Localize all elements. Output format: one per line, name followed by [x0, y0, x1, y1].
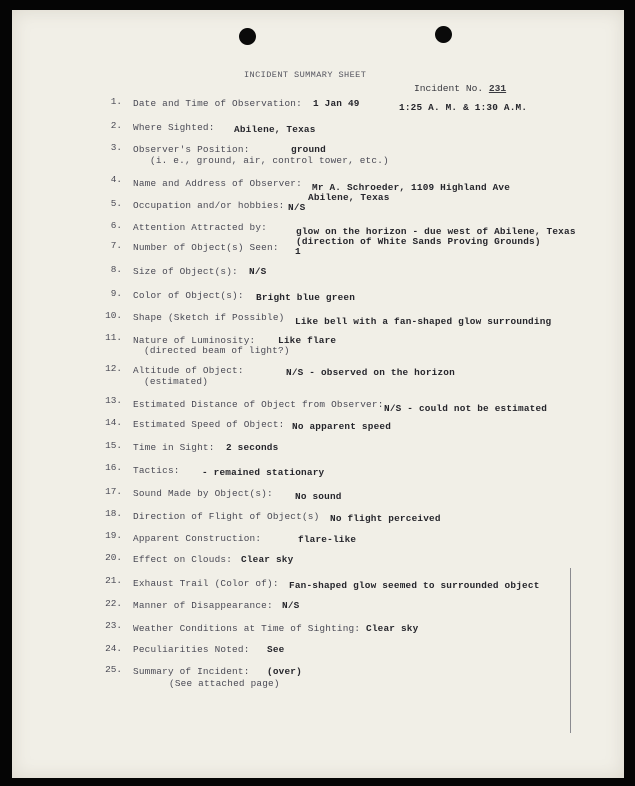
item-label: Effect on Clouds: [133, 554, 233, 565]
item-number: 10. [105, 310, 122, 321]
punch-hole-left [239, 28, 256, 45]
item-label: Manner of Disappearance: [133, 600, 273, 611]
item-value: No flight perceived [330, 513, 441, 524]
incident-number: 231 [488, 83, 507, 94]
item-value: N/S [249, 266, 267, 277]
item-value: glow on the horizon - due west of Abilene, Texas [296, 226, 576, 237]
item-value: Like bell with a fan-shaped glow surrounding [295, 316, 552, 327]
item-value: 2 seconds [226, 442, 279, 453]
item-number: 8. [110, 264, 122, 275]
item-value-2: (direction of White Sands Proving Grounds) [296, 236, 541, 247]
item-label: Shape (Sketch if Possible) [133, 312, 285, 323]
item-label: Summary of Incident: [133, 666, 250, 677]
right-margin-line [570, 568, 571, 733]
item-value-2: 1:25 A. M. & 1:30 A.M. [399, 102, 528, 113]
item-label: Weather Conditions at Time of Sighting: [133, 623, 361, 634]
form-title: INCIDENT SUMMARY SHEET [244, 70, 367, 80]
punch-hole-right [435, 26, 452, 43]
item-label: Altitude of Object: [133, 365, 244, 376]
item-number: 3. [110, 142, 122, 153]
item-number: 1. [110, 96, 122, 107]
item-number: 16. [105, 462, 122, 473]
item-value: No apparent speed [292, 421, 392, 432]
incident-label: Incident No. [414, 83, 484, 94]
item-value: Abilene, Texas [234, 124, 316, 135]
item-label: Date and Time of Observation: [133, 98, 302, 109]
item-number: 19. [105, 530, 122, 541]
item-label: Observer's Position: [133, 144, 250, 155]
item-sublabel: (directed beam of light?) [144, 345, 290, 356]
item-value: N/S [288, 202, 306, 213]
item-label: Estimated Distance of Object from Observer: [133, 399, 384, 410]
item-label: Tactics: [133, 465, 180, 476]
item-number: 14. [105, 417, 122, 428]
item-number: 21. [105, 575, 122, 586]
item-value: - remained stationary [202, 467, 325, 478]
item-label: Number of Object(s) Seen: [133, 242, 279, 253]
item-value: See [267, 644, 285, 655]
item-value: N/S - could not be estimated [384, 403, 548, 414]
item-sublabel: (See attached page) [169, 678, 280, 689]
item-value: flare-like [298, 534, 357, 545]
item-value: Mr A. Schroeder, 1109 Highland Ave [312, 182, 511, 193]
item-value: (over) [267, 666, 302, 677]
item-value: ground [291, 144, 326, 155]
item-number: 12. [105, 363, 122, 374]
item-value-2: Abilene, Texas [308, 192, 390, 203]
item-number: 24. [105, 643, 122, 654]
item-number: 9. [110, 288, 122, 299]
item-number: 5. [110, 198, 122, 209]
item-label: Time in Sight: [133, 442, 215, 453]
item-label: Size of Object(s): [133, 266, 238, 277]
item-value: 1 Jan 49 [313, 98, 360, 109]
item-number: 17. [105, 486, 122, 497]
item-label: Color of Object(s): [133, 290, 244, 301]
item-number: 13. [105, 395, 122, 406]
item-number: 15. [105, 440, 122, 451]
item-number: 25. [105, 664, 122, 675]
item-number: 11. [105, 332, 122, 343]
item-number: 6. [110, 220, 122, 231]
item-label: Attention Attracted by: [133, 222, 267, 233]
item-label: Name and Address of Observer: [133, 178, 302, 189]
item-label: Estimated Speed of Object: [133, 419, 285, 430]
item-label: Peculiarities Noted: [133, 644, 250, 655]
item-label: Apparent Construction: [133, 533, 262, 544]
item-number: 22. [105, 598, 122, 609]
incident-number-line [414, 83, 506, 94]
item-value: Clear sky [241, 554, 294, 565]
item-label: Nature of Luminosity: [133, 335, 256, 346]
item-number: 20. [105, 552, 122, 563]
item-value: No sound [295, 491, 342, 502]
item-label: Sound Made by Object(s): [133, 488, 273, 499]
item-value: N/S [282, 600, 300, 611]
item-number: 7. [110, 240, 122, 251]
item-number: 4. [110, 174, 122, 185]
item-sublabel: (i. e., ground, air, control tower, etc.) [150, 155, 389, 166]
item-value: N/S - observed on the horizon [286, 367, 455, 378]
document-page [12, 10, 624, 778]
item-value: Like flare [278, 335, 337, 346]
item-number: 23. [105, 620, 122, 631]
item-label: Occupation and/or hobbies: [133, 200, 285, 211]
item-label: Direction of Flight of Object(s) [133, 511, 320, 522]
item-label: Exhaust Trail (Color of): [133, 578, 279, 589]
item-label: Where Sighted: [133, 122, 215, 133]
item-number: 2. [110, 120, 122, 131]
item-sublabel: (estimated) [144, 376, 209, 387]
item-value: 1 [295, 246, 301, 257]
item-value: Fan-shaped glow seemed to surrounded object [289, 580, 540, 591]
item-value: Clear sky [366, 623, 419, 634]
item-value: Bright blue green [256, 292, 356, 303]
item-number: 18. [105, 508, 122, 519]
